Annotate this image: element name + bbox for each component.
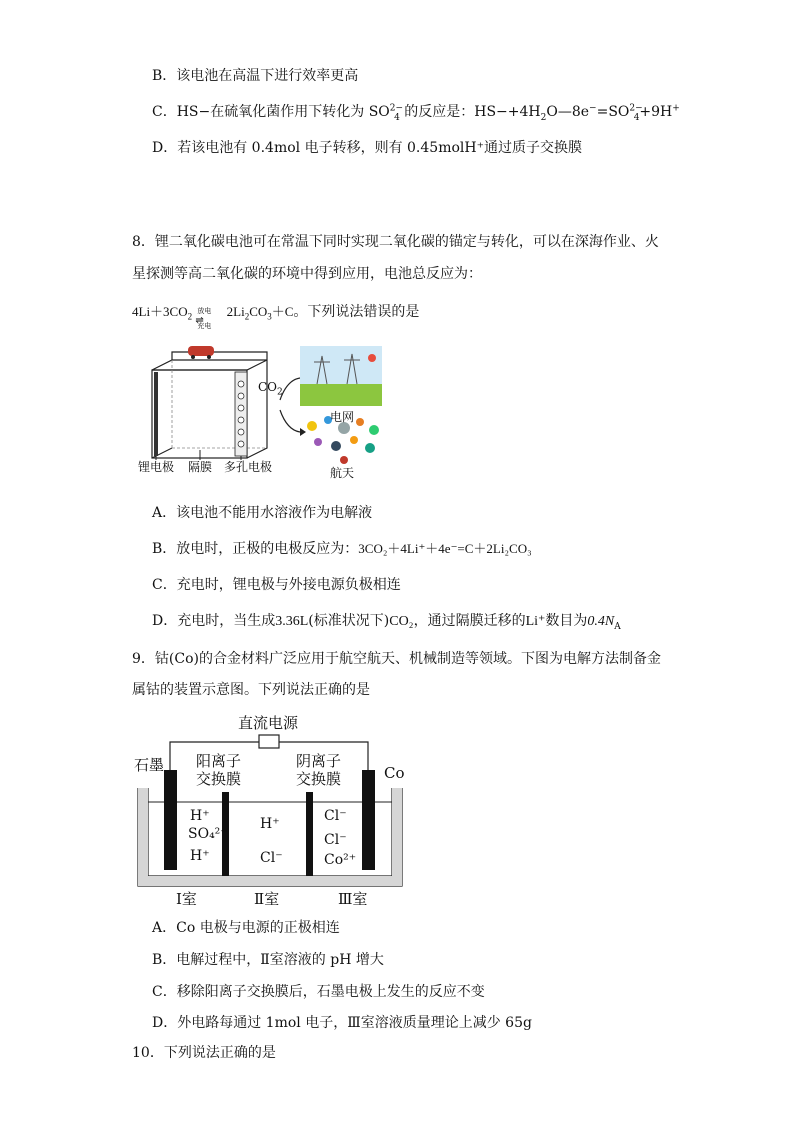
q9-option-b: B．电解过程中，Ⅱ室溶液的 pH 增大	[152, 952, 384, 968]
room1-ion-1: H⁺	[190, 808, 210, 824]
q8-stem-line2: 星探测等高二氧化碳的环境中得到应用，电池总反应为：	[132, 266, 482, 282]
q8d-number: 0.4N	[587, 614, 615, 629]
q7c-mid3: +4H	[507, 104, 541, 120]
room2-label: Ⅱ室	[254, 890, 280, 908]
q9-electrolysis-figure	[132, 710, 412, 910]
q8d-tail: 数目为	[545, 613, 588, 629]
q7-option-b: B．该电池在高温下进行效率更高	[152, 68, 359, 84]
lithium-electrode-label: 锂电极	[138, 460, 175, 474]
co2-label: $CO_2$	[258, 380, 283, 398]
eq-rhs2: CO	[249, 304, 268, 319]
q8-option-b	[152, 539, 532, 559]
room3-ion-2: Cl⁻	[324, 832, 347, 848]
q7-option-d: D．若该电池有 0.4mol 电子转移，则有 0.45molH⁺通过质子交换膜	[152, 140, 582, 156]
anion-membrane	[306, 792, 313, 876]
room1-ion-2: SO₄²⁻	[188, 826, 228, 842]
cation-membrane-label-2: 交换膜	[196, 770, 242, 788]
graphite-electrode	[164, 770, 177, 870]
q8d-co2: CO₂	[389, 614, 414, 629]
q8b-equation: 3CO₂＋4Li⁺＋4e⁻=C＋2Li₂CO₃	[358, 541, 532, 556]
q8d-mid2: ，通过隔膜迁移的	[413, 613, 526, 629]
anion-membrane-label-1: 阴离子	[296, 752, 342, 770]
q9-option-a: A．Co 电极与电源的正极相连	[152, 920, 340, 936]
q8b-prefix: B．放电时，正极的电极反应为：	[152, 541, 359, 557]
q9-stem-line2: 属钴的装置示意图。下列说法正确的是	[132, 682, 370, 698]
graphite-label: 石墨	[134, 756, 165, 774]
q8d-prefix: D．充电时，当生成	[152, 613, 276, 629]
eq-lhs: 4Li＋3CO	[132, 304, 188, 319]
q8d-volume: 3.36L	[275, 614, 309, 629]
eq-rhs1: 2Li	[226, 304, 245, 319]
eq-tail: 。下列说法错误的是	[293, 304, 420, 320]
q7c-mid5: =SO	[596, 104, 630, 120]
q7c-mid2: 的反应是：HS	[399, 104, 497, 120]
q8-total-equation: $4Li+3CO_2$ 放电 ⇌ 充电 $2Li_2CO_3+C$。下列说法错误的是	[132, 302, 419, 323]
grid-label: 电网	[330, 410, 355, 424]
q7c-mid4: O—8e	[546, 104, 590, 120]
q8d-li: Li⁺	[525, 614, 546, 629]
q7c-prefix: C．HS	[152, 104, 199, 120]
dc-power-label: 直流电源	[238, 714, 299, 732]
arrow-bottom-label: 充电	[197, 322, 212, 331]
q9-stem-line1: 9．钴(Co)的合金材料广泛应用于航空航天、机械制造等领域。下图为电解方法制备金	[132, 651, 661, 667]
reversible-arrow: 放电 ⇌ 充电	[195, 303, 223, 323]
q10-stem: 10．下列说法正确的是	[132, 1045, 276, 1061]
room2-ion-2: Cl⁻	[260, 850, 283, 866]
co-label: Co	[384, 764, 405, 782]
car-icon	[188, 346, 214, 356]
room3-ion-3: Co²⁺	[324, 852, 357, 868]
cobalt-electrode	[362, 770, 375, 870]
q7-option-c: C．HS−在硫氧化菌作用下转化为 $SO^{2-}_4$ 的反应是：$HS-+4H_2O—8e^-=SO^{2-}_4+9H^+$	[152, 103, 680, 123]
anion-membrane-label-2: 交换膜	[296, 770, 342, 788]
q8-option-c: C．充电时，锂电极与外接电源负极相连	[152, 577, 401, 593]
room3-ion-1: Cl⁻	[324, 808, 347, 824]
room2-ion-1: H⁺	[260, 816, 280, 832]
cation-membrane-label-1: 阳离子	[196, 752, 242, 770]
room1-label: Ⅰ室	[176, 890, 197, 908]
q7c-mid1: 在硫氧化菌作用下转化为 SO	[210, 104, 390, 120]
electrolysis-diagram	[132, 710, 412, 910]
porous-electrode-label: 多孔电极	[224, 460, 273, 474]
q7c-mid6: +9H	[639, 104, 673, 120]
q8d-mid: (标准状况下)	[308, 613, 390, 629]
dc-power-icon	[259, 735, 279, 748]
room1-ion-3: H⁺	[190, 848, 210, 864]
aerospace-label: 航天	[330, 466, 355, 480]
separator-label: 隔膜	[188, 460, 213, 474]
q9-option-d: D．外电路每通过 1mol 电子，Ⅲ室溶液质量理论上减少 65g	[152, 1015, 532, 1031]
q8-option-d	[152, 611, 621, 632]
q8-option-a: A．该电池不能用水溶液作为电解液	[152, 505, 373, 521]
room3-label: Ⅲ室	[338, 890, 368, 908]
arrow-top-label: 放电	[197, 307, 212, 316]
q9-option-c: C．移除阳离子交换膜后，石墨电极上发生的反应不变	[152, 984, 485, 1000]
q8-battery-figure	[132, 340, 392, 480]
q8d-sub: A	[614, 621, 621, 632]
eq-rhs3: ＋C	[271, 304, 294, 319]
q8-stem-line1: 8．锂二氧化碳电池可在常温下同时实现二氧化碳的锚定与转化，可以在深海作业、火	[132, 234, 659, 250]
